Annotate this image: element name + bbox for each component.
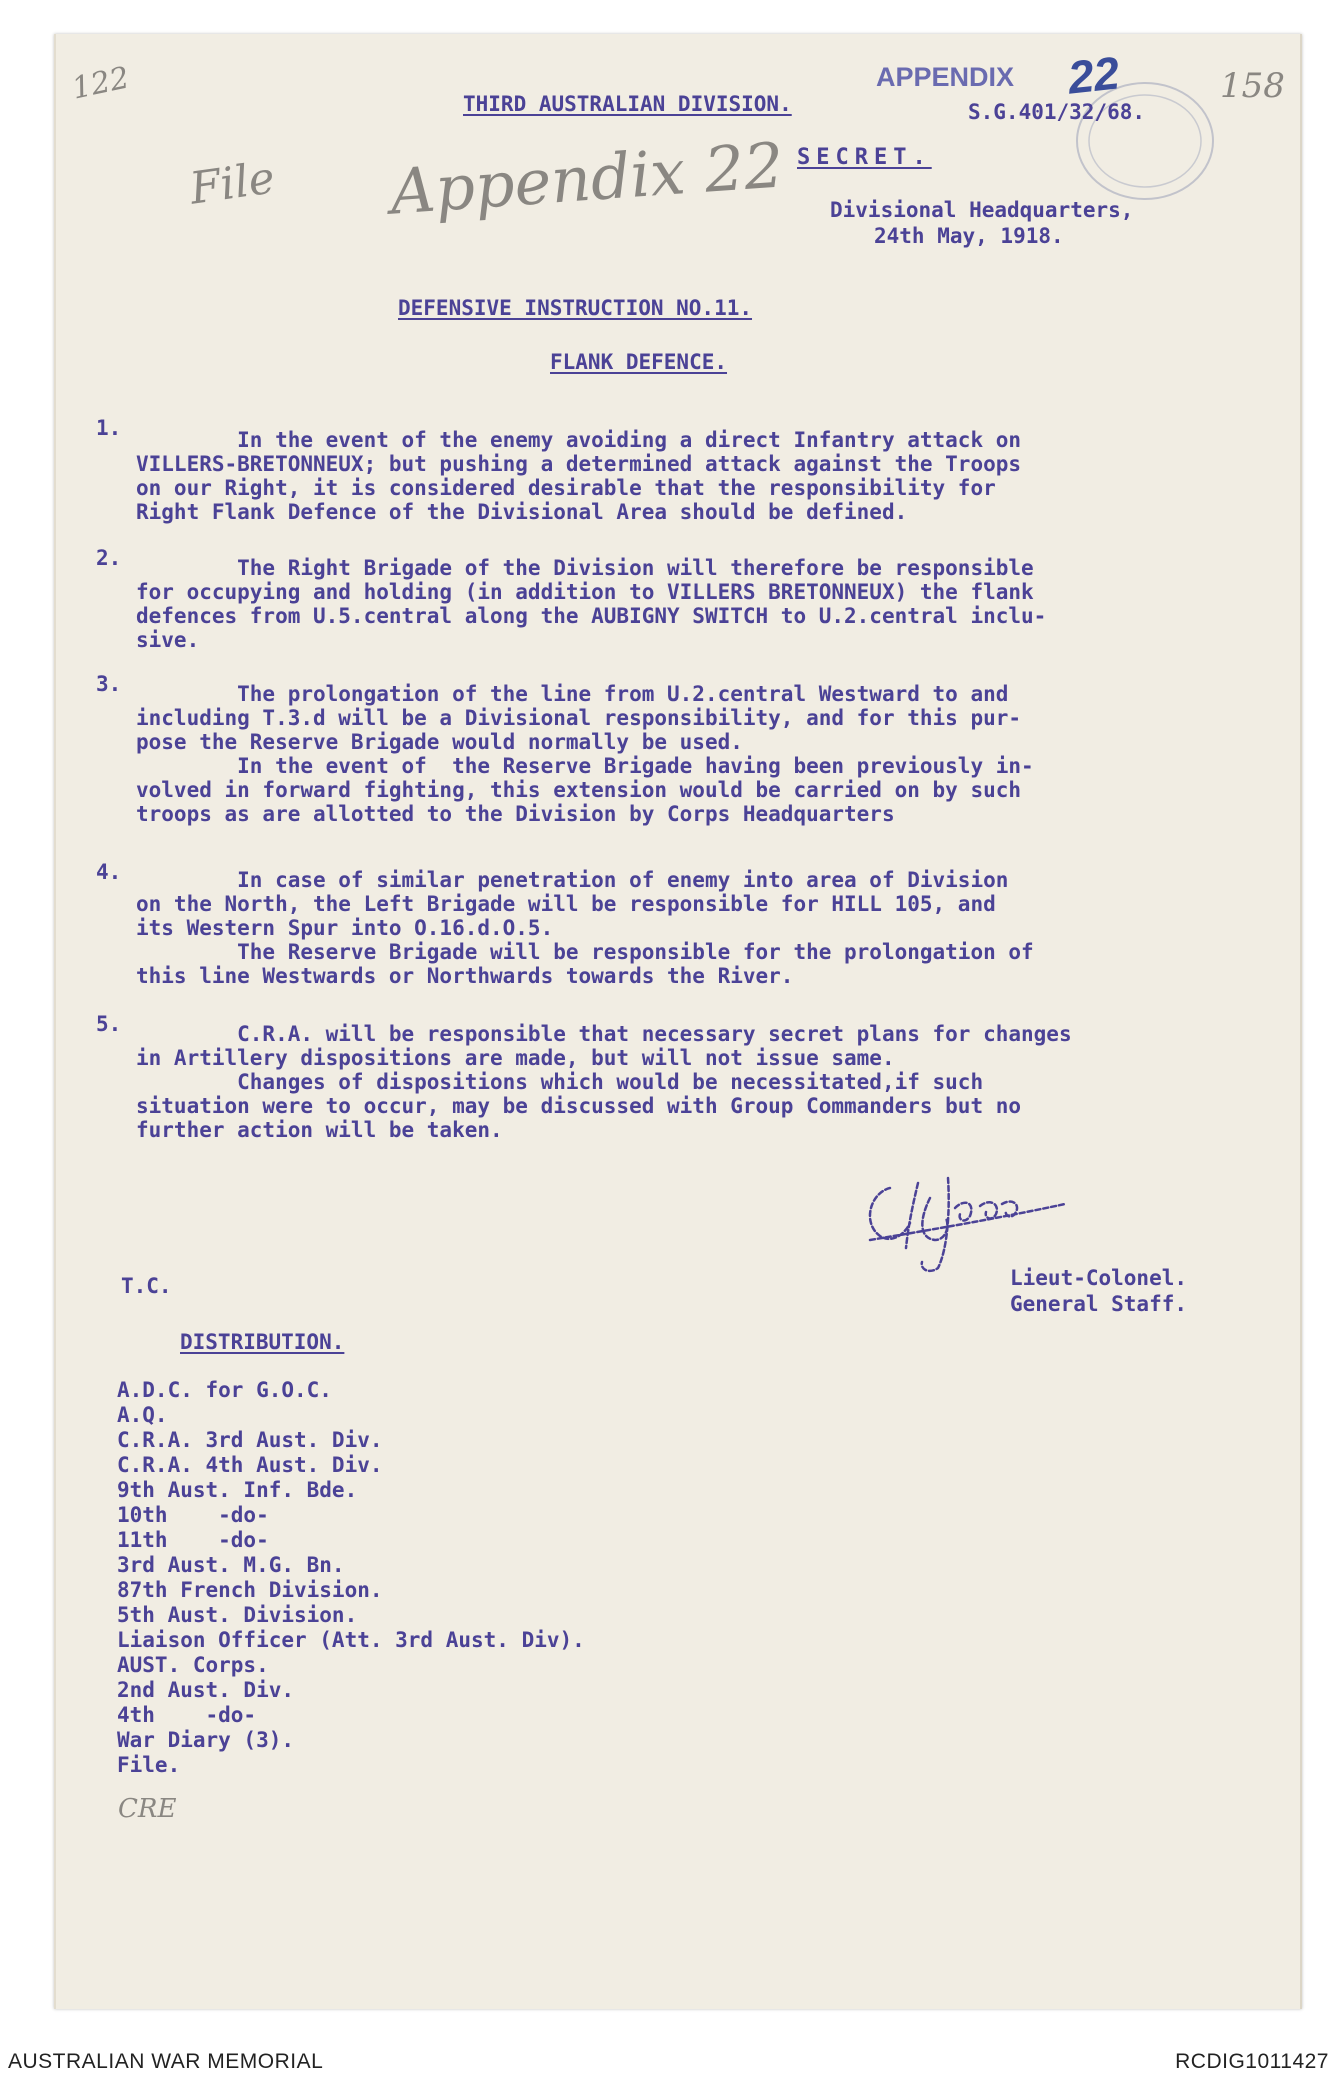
paragraph-line: VILLERS-BRETONNEUX; but pushing a determined attack against the Troops xyxy=(136,452,1022,476)
page-number: 158 xyxy=(1220,66,1285,106)
paragraph-line: C.R.A. will be responsible that necessary secret plans for changes xyxy=(136,1022,1072,1046)
footer-identifier: RCDIG1011427 xyxy=(1175,2050,1329,2073)
paragraph-line: situation were to occur, may be discussed with Group Commanders but no xyxy=(136,1094,1022,1118)
paragraph-line: The prolongation of the line from U.2.central Westward to and xyxy=(136,682,1009,706)
footer-institution: AUSTRALIAN WAR MEMORIAL xyxy=(8,2050,324,2073)
paragraph-number: 1. xyxy=(96,416,122,440)
document-date: 24th May, 1918. xyxy=(874,224,1064,248)
distribution-item: War Diary (3). xyxy=(117,1728,295,1752)
paragraph-line: In case of similar penetration of enemy into area of Division xyxy=(136,868,1009,892)
division-heading: THIRD AUSTRALIAN DIVISION. xyxy=(463,92,792,116)
distribution-item: 2nd Aust. Div. xyxy=(117,1678,295,1702)
paragraph-line: defences from U.5.central along the AUBIGNY SWITCH to U.2.central inclu- xyxy=(136,604,1047,628)
paragraph-line: this line Westwards or Northwards towards the River. xyxy=(136,964,794,988)
appendix-annotation: Appendix 22 xyxy=(387,128,786,229)
initials: T.C. xyxy=(121,1274,172,1298)
paragraph-line: The Reserve Brigade will be responsible for the prolongation of xyxy=(136,940,1034,964)
file-reference: S.G.401/32/68. xyxy=(968,100,1146,124)
signatory-rank: Lieut-Colonel. xyxy=(1010,1266,1188,1290)
handwritten-signature xyxy=(850,1168,1080,1278)
distribution-item: 9th Aust. Inf. Bde. xyxy=(117,1478,358,1502)
paragraph-number: 3. xyxy=(96,672,122,696)
paragraph-line: further action will be taken. xyxy=(136,1118,503,1142)
distribution-title: DISTRIBUTION. xyxy=(180,1330,345,1354)
paragraph-number: 2. xyxy=(96,546,122,570)
paragraph-line: pose the Reserve Brigade would normally be used. xyxy=(136,730,743,754)
signatory-role: General Staff. xyxy=(1010,1292,1188,1316)
distribution-item: A.Q. xyxy=(117,1403,168,1427)
paragraph-line: The Right Brigade of the Division will therefore be responsible xyxy=(136,556,1034,580)
classification: SECRET. xyxy=(797,145,932,170)
paragraph-number: 4. xyxy=(96,860,122,884)
paragraph-number: 5. xyxy=(96,1012,122,1036)
paragraph-line: Changes of dispositions which would be necessitated,if such xyxy=(136,1070,984,1094)
distribution-item: A.D.C. for G.O.C. xyxy=(117,1378,332,1402)
distribution-item: Liaison Officer (Att. 3rd Aust. Div). xyxy=(117,1628,585,1652)
distribution-item: File. xyxy=(117,1753,181,1777)
distribution-item: C.R.A. 3rd Aust. Div. xyxy=(117,1428,383,1452)
paragraph-line: In the event of the enemy avoiding a direct Infantry attack on xyxy=(136,428,1022,452)
distribution-item: 10th -do- xyxy=(117,1503,269,1527)
distribution-item: 4th -do- xyxy=(117,1703,257,1727)
paragraph-line: In the event of the Reserve Brigade having been previously in- xyxy=(136,754,1034,778)
distribution-item: AUST. Corps. xyxy=(117,1653,269,1677)
paragraph-line: in Artillery dispositions are made, but will not issue same. xyxy=(136,1046,895,1070)
corner-number: 122 xyxy=(68,60,133,107)
document-subtitle: FLANK DEFENCE. xyxy=(550,350,728,374)
distribution-item: 5th Aust. Division. xyxy=(117,1603,358,1627)
hq-location: Divisional Headquarters, xyxy=(830,198,1134,222)
paragraph-line: including T.3.d will be a Divisional responsibility, and for this pur- xyxy=(136,706,1022,730)
appendix-stamp-number: 22 xyxy=(1065,46,1122,104)
distribution-item: 3rd Aust. M.G. Bn. xyxy=(117,1553,345,1577)
paragraph-line: volved in forward fighting, this extension would be carried on by such xyxy=(136,778,1022,802)
distribution-item: C.R.A. 4th Aust. Div. xyxy=(117,1453,383,1477)
paragraph-line: for occupying and holding (in addition to VILLERS BRETONNEUX) the flank xyxy=(136,580,1034,604)
paragraph-line: sive. xyxy=(136,628,200,652)
paragraph-line: troops as are allotted to the Division by Corps Headquarters xyxy=(136,802,895,826)
distribution-list xyxy=(117,1378,585,1778)
paragraph-line: on the North, the Left Brigade will be responsible for HILL 105, and xyxy=(136,892,996,916)
handwritten-note: CRE xyxy=(118,1794,177,1824)
document-title: DEFENSIVE INSTRUCTION NO.11. xyxy=(398,296,753,320)
distribution-item: 87th French Division. xyxy=(117,1578,383,1602)
file-annotation: File xyxy=(186,152,278,215)
paragraph-line: its Western Spur into O.16.d.O.5. xyxy=(136,916,554,940)
appendix-stamp: APPENDIX xyxy=(876,62,1015,92)
paragraph-line: Right Flank Defence of the Divisional Area should be defined. xyxy=(136,500,908,524)
paragraph-line: on our Right, it is considered desirable that the responsibility for xyxy=(136,476,996,500)
distribution-item: 11th -do- xyxy=(117,1528,269,1552)
